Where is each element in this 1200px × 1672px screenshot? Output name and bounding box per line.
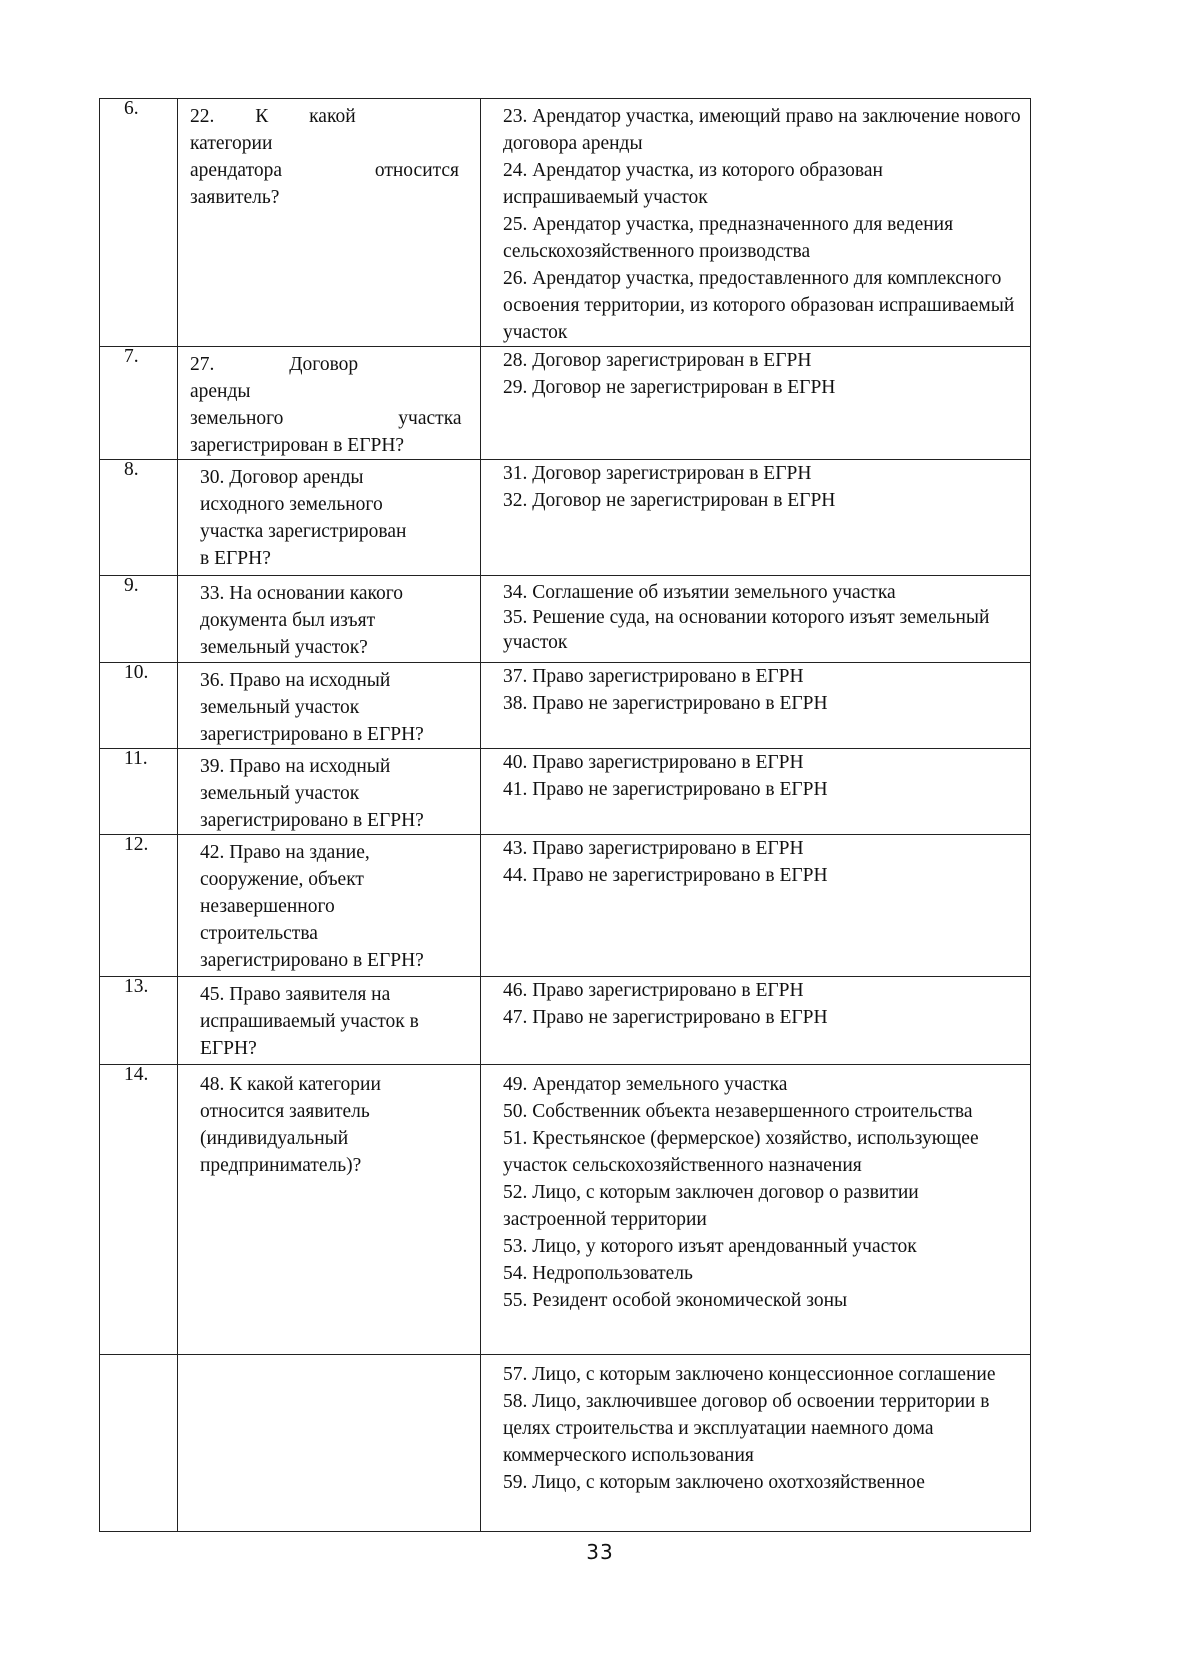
row-number: 9. [100,576,178,663]
answer-cell [481,347,1031,460]
answer-cell [481,99,1031,347]
question-cell [178,1065,481,1355]
answer-cell [481,663,1031,749]
answer-option: 54. Недропользователь [503,1263,693,1284]
question-text: 45. Право заявителя на испрашиваемый участок в ЕГРН? [200,984,419,1059]
row-number: 7. [100,347,178,460]
answer-option: 49. Арендатор земельного участка [503,1074,788,1095]
answer-option: 50. Собственник объекта незавершенного строительства [503,1101,973,1122]
answer-option: 38. Право не зарегистрировано в ЕГРН [503,693,828,714]
question-line [190,157,470,184]
question-text: 27. Договор аренды [190,354,359,402]
answer-option: 35. Решение суда, на основании которого изъят земельный участок [503,607,990,653]
answer-option: 57. Лицо, с которым заключено концессионное соглашение [503,1364,996,1385]
question-text: заявитель? [190,187,280,208]
answer-option: 23. Арендатор участка, имеющий право на заключение нового договора аренды [503,106,1021,154]
row-number: 6. [100,99,178,347]
question-cell [178,835,481,977]
answer-cell [481,576,1031,663]
page-number: 33 [586,1540,614,1564]
answer-cell [481,1065,1031,1355]
questions-table [99,98,1031,1532]
row-number: 12. [100,835,178,977]
question-text: 42. Право на здание, сооружение, объект незавершенного строительства зарегистрировано в ЕГРН? [200,842,424,971]
table-row [100,99,1031,347]
table-row [100,576,1031,663]
answer-option: 52. Лицо, с которым заключен договор о развитии застроенной территории [503,1182,919,1230]
answer-option: 24. Арендатор участка, из которого образован испрашиваемый участок [503,160,883,208]
row-number: 11. [100,749,178,835]
answer-cell [481,835,1031,977]
answer-option: 29. Договор не зарегистрирован в ЕГРН [503,377,836,398]
table-row [100,1355,1031,1532]
answer-option: 59. Лицо, с которым заключено охотхозяйственное [503,1472,925,1493]
table-row [100,347,1031,460]
row-number: 8. [100,460,178,576]
row-number: 10. [100,663,178,749]
question-text: 22. К какой категории [190,106,356,154]
answer-option: 43. Право зарегистрировано в ЕГРН [503,838,804,859]
answer-option: 41. Право не зарегистрировано в ЕГРН [503,779,828,800]
answer-option: 34. Соглашение об изъятии земельного участка [503,582,896,603]
table-row [100,835,1031,977]
answer-option: 37. Право зарегистрировано в ЕГРН [503,666,804,687]
question-text: 36. Право на исходный земельный участок зарегистрировано в ЕГРН? [200,670,424,745]
question-text: 48. К какой категории относится заявитель (индивидуальный предприниматель)? [200,1074,381,1176]
answer-option: 26. Арендатор участка, предоставленного для комплексного освоения территории, из которого образован испрашиваемый участок [503,268,1015,343]
question-cell [178,460,481,576]
question-line [190,103,470,157]
answer-option: 55. Резидент особой экономической зоны [503,1290,848,1311]
answer-cell [481,977,1031,1065]
question-cell [178,749,481,835]
question-cell [178,663,481,749]
question-text: зарегистрирован в ЕГРН? [190,435,405,456]
answer-option: 46. Право зарегистрировано в ЕГРН [503,980,804,1001]
table-row [100,977,1031,1065]
answer-option: 58. Лицо, заключившее договор об освоении территории в целях строительства и эксплуатации наемного дома коммерческого использования [503,1391,990,1466]
answer-cell [481,749,1031,835]
answer-option: 51. Крестьянское (фермерское) хозяйство, использующее участок сельскохозяйственного назначения [503,1128,979,1176]
row-number [100,1355,178,1532]
answer-cell [481,460,1031,576]
answer-option: 25. Арендатор участка, предназначенного для ведения сельскохозяйственного производства [503,214,954,262]
question-text: 30. Договор аренды исходного земельного участка зарегистрирован в ЕГРН? [200,467,407,569]
question-cell [178,576,481,663]
table-row [100,663,1031,749]
table-row [100,1065,1031,1355]
question-text: 33. На основании какого документа был изъят земельный участок? [200,583,404,658]
question-cell [178,977,481,1065]
question-cell [178,1355,481,1532]
answer-option: 44. Право не зарегистрировано в ЕГРН [503,865,828,886]
answer-option: 32. Договор не зарегистрирован в ЕГРН [503,490,836,511]
question-text: земельного участка [190,408,462,429]
question-cell [178,99,481,347]
table-row [100,460,1031,576]
answer-option: 31. Договор зарегистрирован в ЕГРН [503,463,812,484]
question-text: арендатора относится [190,160,460,181]
answer-option: 53. Лицо, у которого изъят арендованный участок [503,1236,917,1257]
answer-option: 40. Право зарегистрировано в ЕГРН [503,752,804,773]
row-number: 14. [100,1065,178,1355]
answer-option: 47. Право не зарегистрировано в ЕГРН [503,1007,828,1028]
question-text: 39. Право на исходный земельный участок зарегистрировано в ЕГРН? [200,756,424,831]
answer-cell [481,1355,1031,1532]
question-cell [178,347,481,460]
answer-option: 28. Договор зарегистрирован в ЕГРН [503,350,812,371]
row-number: 13. [100,977,178,1065]
table-row [100,749,1031,835]
